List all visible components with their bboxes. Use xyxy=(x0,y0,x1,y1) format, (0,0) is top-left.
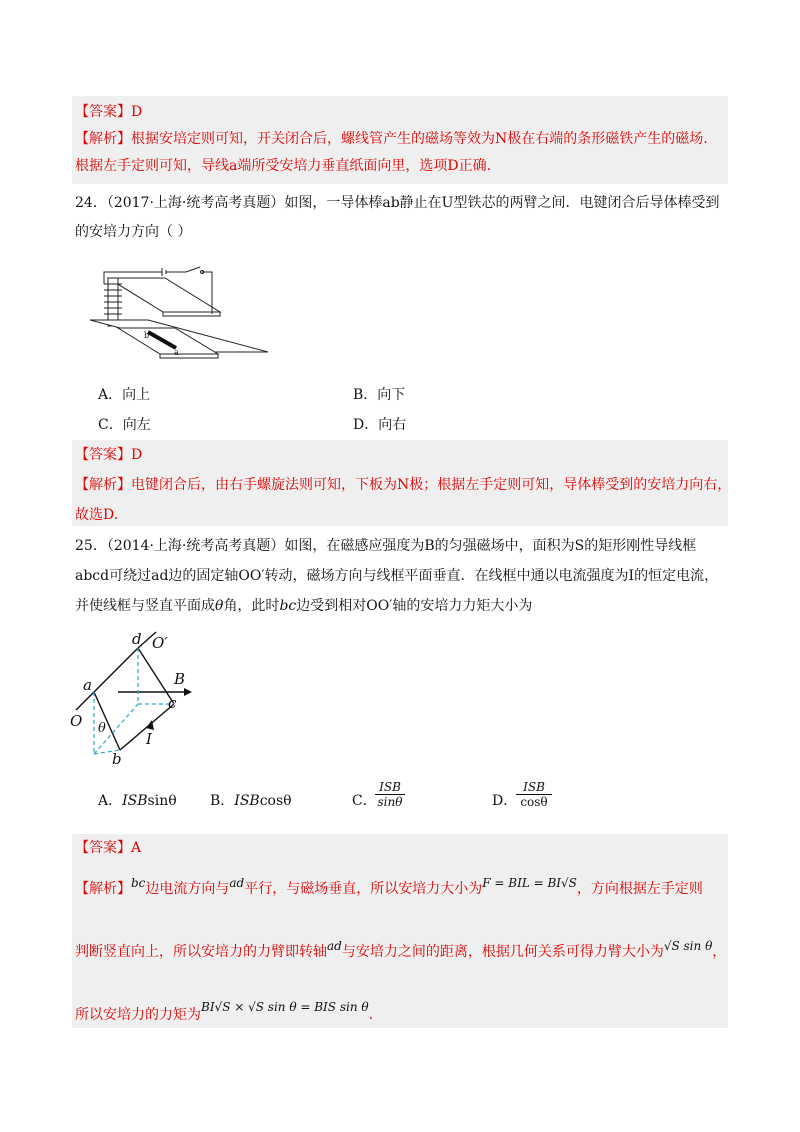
q25-analysis-line1: 【解析】bc边电流方向与ad平行，与磁场垂直，所以安培力大小为F = BIL = BI√S，方向根据左手定则 xyxy=(75,876,703,897)
q24-option-c[interactable]: C．向左 xyxy=(98,417,151,433)
q25-stem-line1: 25．（2014·上海·统考高考真题）如图，在磁感应强度为B的匀强磁场中，面积为S的矩形刚性导线框 xyxy=(75,538,697,554)
q25-option-d[interactable]: D． xyxy=(492,793,518,809)
q24-figure xyxy=(90,266,270,372)
q25-option-b[interactable]: B．ISBcosθ xyxy=(210,793,292,809)
q24-analysis-line2: 故选D. xyxy=(75,507,119,523)
prev-analysis-line2: 根据左手定则可知，导线a端所受安培力垂直纸面向里，选项D正确. xyxy=(75,158,492,174)
q24-stem-line2: 的安培力方向（ ） xyxy=(75,224,192,240)
prev-analysis-line1: 【解析】根据安培定则可知，开关闭合后，螺线管产生的磁场等效为N极在右端的条形磁铁产生的磁场. xyxy=(75,131,708,147)
q25-stem-line2: abcd可绕过ad边的固定轴OO′转动，磁场方向与线框平面垂直．在线框中通以电流强度为I的恒定电流， xyxy=(75,568,719,584)
q24-stem-line1: 24．（2017·上海·统考高考真题）如图，一导体棒ab静止在U型铁芯的两臂之间．电键闭合后导体棒受到 xyxy=(75,195,720,211)
q25-label-theta: θ xyxy=(98,721,106,736)
q25-figure xyxy=(66,626,196,768)
q25-label-I: I xyxy=(146,730,152,748)
q24-option-b[interactable]: B．向下 xyxy=(353,387,406,403)
q25-label-oprime: O′ xyxy=(152,634,168,652)
q25-label-d: d xyxy=(132,630,142,648)
q25-stem-line3: 并使线框与竖直平面成θ角，此时bc边受到相对OO′轴的安培力力矩大小为 xyxy=(75,598,533,614)
q24-label-b: b xyxy=(144,331,150,340)
q24-analysis-line1: 【解析】电键闭合后，由右手螺旋法则可知，下板为N极；根据左手定则可知，导体棒受到的安培力向右， xyxy=(75,477,732,493)
q25-option-d-fraction: ISB cosθ xyxy=(516,780,552,809)
q25-label-b: b xyxy=(112,750,122,768)
q25-answer: 【答案】A xyxy=(75,840,142,856)
q25-label-c: c xyxy=(168,694,177,712)
q24-answer: 【答案】D xyxy=(75,447,143,463)
q25-option-a[interactable]: A．ISBsinθ xyxy=(98,793,177,809)
q25-label-a: a xyxy=(83,676,92,694)
q24-option-d[interactable]: D．向右 xyxy=(353,417,407,433)
q25-analysis-line3: 所以安培力的力矩为BI√S × √S sin θ = BIS sin θ. xyxy=(75,1000,374,1023)
q25-option-c[interactable]: C． xyxy=(352,793,377,809)
q25-label-O: O xyxy=(70,712,83,730)
q25-option-c-fraction: ISB sinθ xyxy=(375,780,405,809)
q24-option-a[interactable]: A．向上 xyxy=(98,387,151,403)
q25-analysis-line2: 判断竖直向上，所以安培力的力臂即转轴ad与安培力之间的距离，根据几何关系可得力臂大小为√S sin θ， xyxy=(75,939,727,960)
q24-label-a: a xyxy=(174,348,179,357)
prev-answer: 【答案】D xyxy=(75,104,143,120)
q25-label-B: B xyxy=(174,670,186,688)
